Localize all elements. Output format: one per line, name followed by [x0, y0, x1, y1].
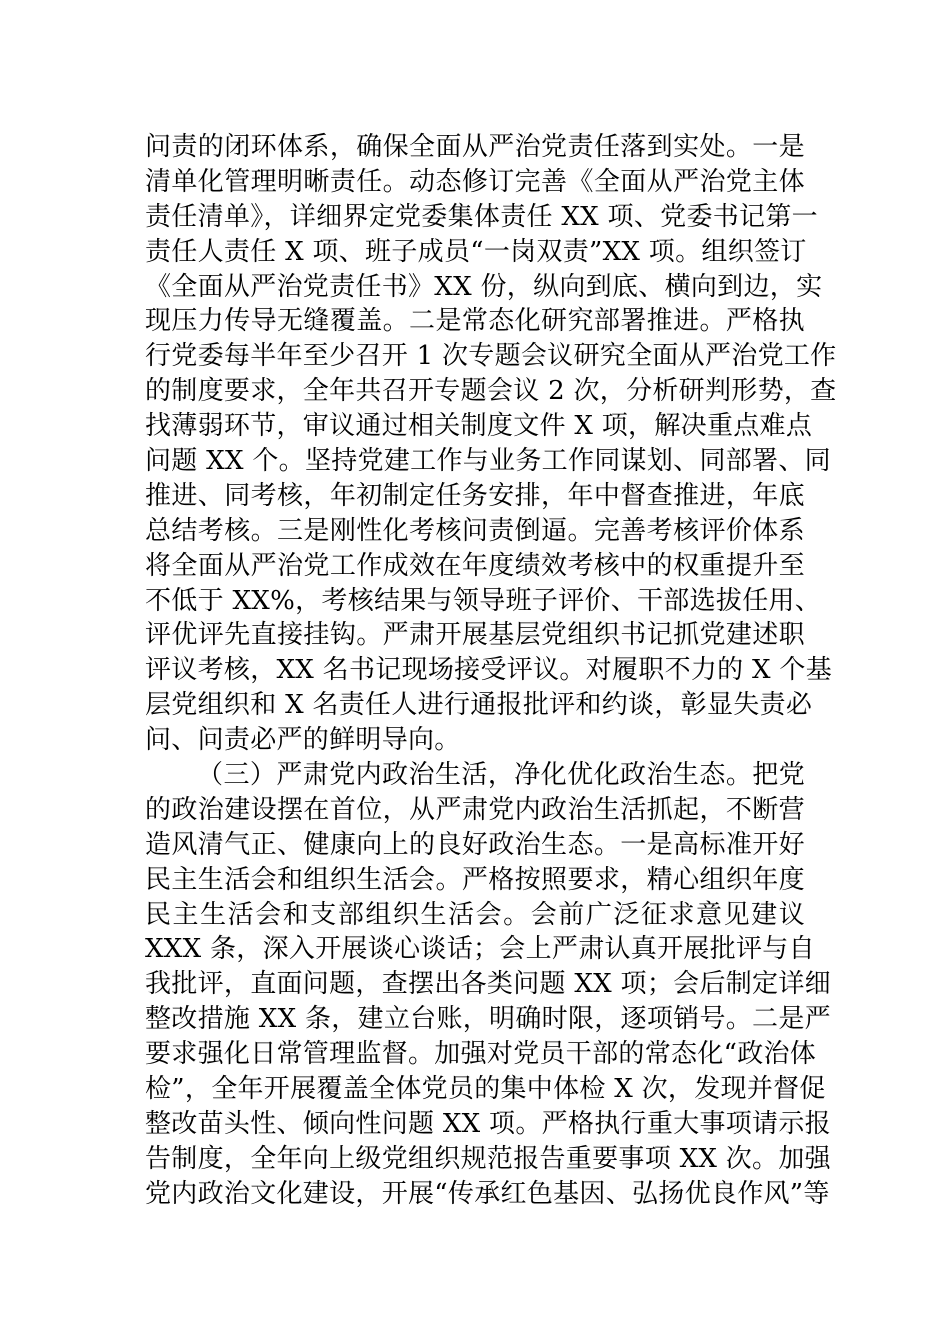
text-line-31: 党内政治文化建设，开展“传承红色基因、弘扬优良作风”等 — [145, 1178, 830, 1209]
document-body — [145, 130, 837, 1212]
text-line-27: 要求强化日常管理监督。加强对党员干部的常态化“政治体 — [145, 1039, 817, 1070]
text-line-9: 找薄弱环节，审议通过相关制度文件 X 项，解决重点难点 — [145, 411, 813, 442]
text-line-2: 清单化管理明晰责任。动态修订完善《全面从严治党主体 — [145, 166, 805, 197]
text-line-13: 将全面从严治党工作成效在年度绩效考核中的权重提升至 — [145, 550, 805, 581]
text-line-28: 检”，全年开展覆盖全体党员的集中体检 X 次，发现并督促 — [145, 1074, 826, 1105]
text-line-14: 不低于 XX%，考核结果与领导班子评价、干部选拔任用、 — [145, 585, 822, 616]
text-line-3: 责任清单》，详细界定党委集体责任 XX 项、党委书记第一 — [145, 201, 818, 232]
text-line-21: 造风清气正、健康向上的良好政治生态。一是高标准开好 — [145, 829, 805, 860]
text-line-22: 民主生活会和组织生活会。严格按照要求，精心组织年度 — [145, 864, 805, 895]
text-line-25: 我批评，直面问题，查摆出各类问题 XX 项；会后制定详细 — [145, 969, 831, 1000]
text-line-18: 问、问责必严的鲜明导向。 — [145, 725, 461, 756]
text-line-30: 告制度，全年向上级党组织规范报告重要事项 XX 次。加强 — [145, 1143, 831, 1174]
text-line-15: 评优评先直接挂钩。严肃开展基层党组织书记抓党建述职 — [145, 620, 805, 651]
text-line-26: 整改措施 XX 条，建立台账，明确时限，逐项销号。二是严 — [145, 1004, 831, 1035]
text-line-17: 层党组织和 X 名责任人进行通报批评和约谈，彰显失责必 — [145, 690, 813, 721]
text-line-4: 责任人责任 X 项、班子成员“一岗双责”XX 项。组织签订 — [145, 236, 807, 267]
section-heading-line: （三）严肃党内政治生活，净化优化政治生态。把党 — [197, 760, 805, 791]
text-line-8: 的制度要求，全年共召开专题会议 2 次，分析研判形势，查 — [145, 376, 837, 407]
text-line-24: XXX 条，深入开展谈心谈话；会上严肃认真开展批评与自 — [145, 934, 815, 965]
text-line-7: 行党委每半年至少召开 1 次专题会议研究全面从严治党工作 — [145, 341, 837, 372]
text-line-20: 的政治建设摆在首位，从严肃党内政治生活抓起，不断营 — [145, 794, 805, 825]
text-line-1: 问责的闭环体系，确保全面从严治党责任落到实处。一是 — [145, 132, 805, 162]
text-line-11: 推进、同考核，年初制定任务安排，年中督查推进，年底 — [145, 480, 805, 511]
text-line-10: 问题 XX 个。坚持党建工作与业务工作同谋划、同部署、同 — [145, 446, 831, 477]
text-line-5: 《全面从严治党责任书》XX 份，纵向到底、横向到边，实 — [145, 271, 823, 302]
text-line-6: 现压力传导无缝覆盖。二是常态化研究部署推进。严格执 — [145, 306, 805, 337]
text-line-12: 总结考核。三是刚性化考核问责倒逼。完善考核评价体系 — [145, 515, 805, 546]
text-line-16: 评议考核，XX 名书记现场接受评议。对履职不力的 X 个基 — [145, 655, 833, 686]
text-line-23: 民主生活会和支部组织生活会。会前广泛征求意见建议 — [145, 899, 805, 930]
text-line-29: 整改苗头性、倾向性问题 XX 项。严格执行重大事项请示报 — [145, 1108, 831, 1139]
